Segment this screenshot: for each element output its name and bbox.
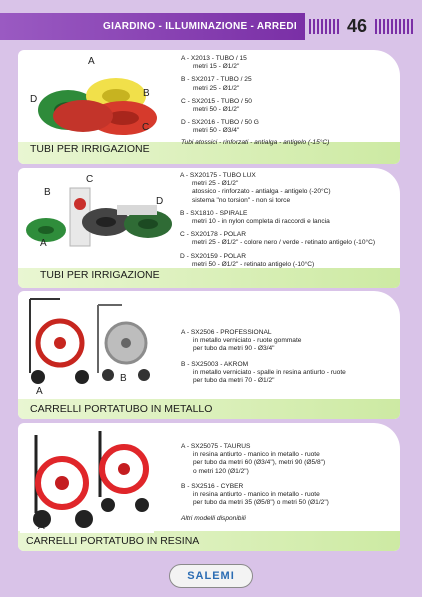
- product-detail: metri 25 - Ø1/2" - colore nero / verde - retinato antigelo (-10°C): [192, 239, 376, 247]
- section-title: TUBI PER IRRIGAZIONE: [40, 269, 160, 281]
- product-detail: in metallo verniciato - spalle in resina antiurto - ruote: [193, 368, 346, 376]
- product-item: [181, 329, 396, 354]
- product-code: A - X2013 - TUBO / 15: [181, 55, 247, 62]
- product-item: [180, 210, 398, 226]
- product-detail: metri 50 - Ø1/2" - retinato antigelo (-10°C): [192, 260, 315, 268]
- product-detail: o metri 120 (Ø1/2"): [193, 467, 249, 475]
- label-b: B: [44, 187, 51, 198]
- product-item: [180, 253, 398, 269]
- product-detail: per tubo da metri 90 - Ø3/4": [193, 345, 275, 353]
- hose-reels-image: [28, 56, 174, 138]
- product-detail: in resina antiurto - manico in metallo - ruote: [193, 451, 320, 459]
- label-b: B: [120, 373, 127, 384]
- product-list: [181, 329, 396, 390]
- resin-carts-image: [20, 425, 154, 533]
- label-a: A: [38, 521, 45, 532]
- label-a: A: [36, 386, 43, 397]
- product-detail: in metallo verniciato - ruote gommate: [193, 337, 302, 345]
- product-item: [180, 172, 398, 205]
- product-item: [181, 55, 396, 71]
- label-b: B: [108, 499, 115, 510]
- section-hoses-1: [18, 50, 400, 164]
- product-note: Altri modelli disponibili: [181, 515, 246, 523]
- product-detail: in resina antiurto - manico in metallo - ruote: [193, 491, 320, 499]
- header-stripes-left: [309, 19, 339, 34]
- product-code: A - SX20175 - TUBO LUX: [180, 172, 256, 179]
- product-code: B - SX2017 - TUBO / 25: [181, 76, 252, 84]
- product-list: [180, 172, 398, 274]
- product-code: A - SX25075 - TAURUS: [181, 443, 251, 450]
- product-item: [181, 76, 396, 92]
- product-code: B - SX1810 - SPIRALE: [180, 209, 248, 217]
- product-code: B - SX2516 - CYBER: [181, 482, 244, 490]
- product-item: [181, 119, 396, 135]
- product-code: C - SX2015 - TUBO / 50: [181, 97, 252, 105]
- section-title: CARRELLI PORTATUBO IN METALLO: [30, 403, 213, 415]
- product-code: A - SX2506 - PROFESSIONAL: [181, 329, 272, 336]
- section-hoses-2: [18, 168, 400, 288]
- metal-carts-image: [20, 293, 154, 395]
- label-c: C: [86, 174, 94, 185]
- section-metal-carts: [18, 291, 400, 419]
- label-d: D: [30, 94, 38, 105]
- product-detail: metri 25 - Ø1/2": [192, 180, 239, 188]
- label-d: D: [156, 196, 164, 207]
- section-resin-carts: [18, 423, 400, 551]
- product-item: [180, 231, 398, 247]
- product-detail: per tubo da metri 60 (Ø3/4"), metri 90 (Ø5/8"): [193, 459, 326, 467]
- label-a: A: [40, 238, 47, 249]
- product-list: [181, 443, 396, 524]
- product-code: D - SX20159 - POLAR: [180, 252, 246, 260]
- product-detail: metri 50 - Ø1/2": [193, 106, 240, 114]
- page-number: 46: [346, 16, 368, 36]
- product-detail: metri 10 - in nylon completa di raccordi e lancia: [192, 218, 330, 226]
- header-title: GIARDINO - ILLUMINAZIONE - ARREDI: [0, 13, 305, 40]
- label-a: A: [88, 56, 95, 67]
- product-list: [181, 55, 396, 147]
- product-code: D - SX2016 - TUBO / 50 G: [181, 119, 259, 127]
- label-b: B: [143, 88, 150, 99]
- product-item: [181, 98, 396, 114]
- header-stripes-right: [375, 19, 413, 34]
- product-note: Tubi atossici - rinforzati - antialga - antigelo (-15°C): [181, 138, 330, 146]
- product-code: C - SX20178 - POLAR: [180, 231, 246, 239]
- product-item: [181, 443, 396, 476]
- product-detail: metri 15 - Ø1/2": [193, 63, 240, 71]
- product-item: [181, 483, 396, 508]
- product-detail: per tubo da metri 35 (Ø5/8") o metri 50 (Ø1/2"): [193, 499, 329, 507]
- product-code: B - SX25003 - AKROM: [181, 360, 249, 368]
- product-detail: per tubo da metri 70 - Ø1/2": [193, 377, 275, 385]
- product-detail: atossico - rinforzato - antialga - antigelo (-20°C): [192, 188, 331, 196]
- brand-logo: SALEMI: [169, 564, 253, 588]
- product-detail: metri 25 - Ø1/2": [193, 84, 240, 92]
- product-detail: sistema "no torsion" - non si torce: [192, 196, 291, 204]
- label-c: C: [142, 122, 150, 133]
- page-header: [0, 13, 422, 40]
- product-item: [181, 361, 396, 386]
- product-detail: metri 50 - Ø3/4": [193, 127, 240, 135]
- section-title: CARRELLI PORTATUBO IN RESINA: [26, 535, 200, 547]
- section-title: TUBI PER IRRIGAZIONE: [30, 143, 150, 155]
